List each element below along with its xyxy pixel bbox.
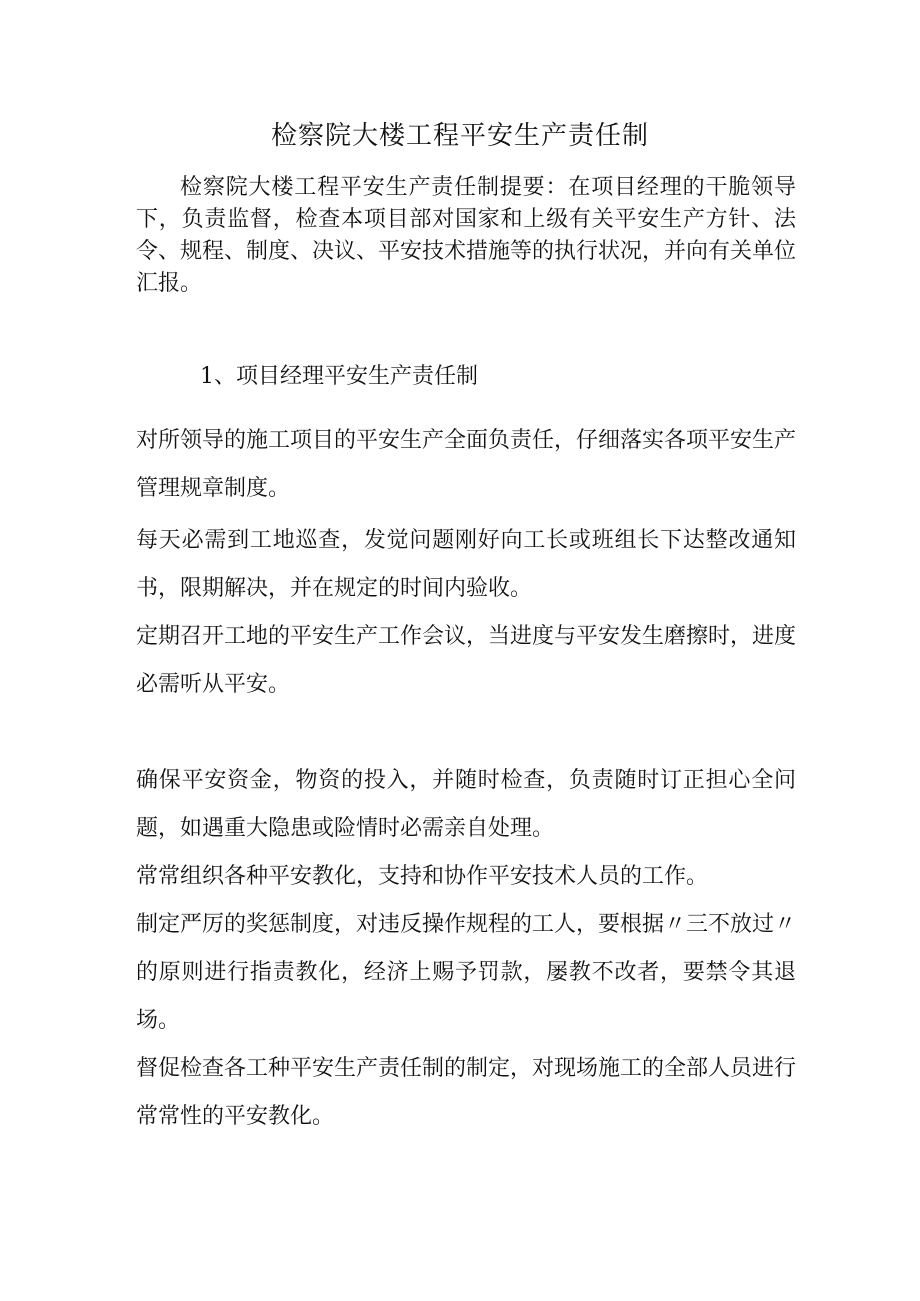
section-heading: 1、项目经理平安生产责任制 [200,364,478,389]
intro-paragraph: 检察院大楼工程平安生产责任制提要：在项目经理的干脆领导下，负责监督，检查本项目部对国家和上级有关平安生产方针、法令、规程、制度、决议、平安技术措施等的执行状况，并向有关单位汇报。 [136,175,797,296]
document-title: 检察院大楼工程平安生产责任制 [270,121,649,151]
body-paragraph: 对所领导的施工项目的平安生产全面负责任，仔细落实各项平安生产管理规章制度。 [136,428,797,501]
body-paragraph: 每天必需到工地巡查，发觉问题刚好向工长或班组长下达整改通知书，限期解决，并在规定的时间内验收。 [136,528,796,601]
body-paragraph: 制定严厉的奖惩制度，对违反操作规程的工人，要根据〃三不放过〃的原则进行指责教化，经济上赐予罚款，屡教不改者，要禁令其退场。 [136,912,797,1033]
body-paragraph: 常常组织各种平安教化，支持和协作平安技术人员的工作。 [136,864,709,889]
body-paragraph: 督促检查各工种平安生产责任制的制定，对现场施工的全部人员进行常常性的平安教化。 [136,1056,797,1129]
body-paragraph: 定期召开工地的平安生产工作会议，当进度与平安发生磨擦时，进度必需听从平安。 [136,624,797,697]
body-paragraph: 确保平安资金，物资的投入，并随时检查，负责随时订正担心全问题，如遇重大隐患或险情时必需亲自处理。 [136,768,796,841]
